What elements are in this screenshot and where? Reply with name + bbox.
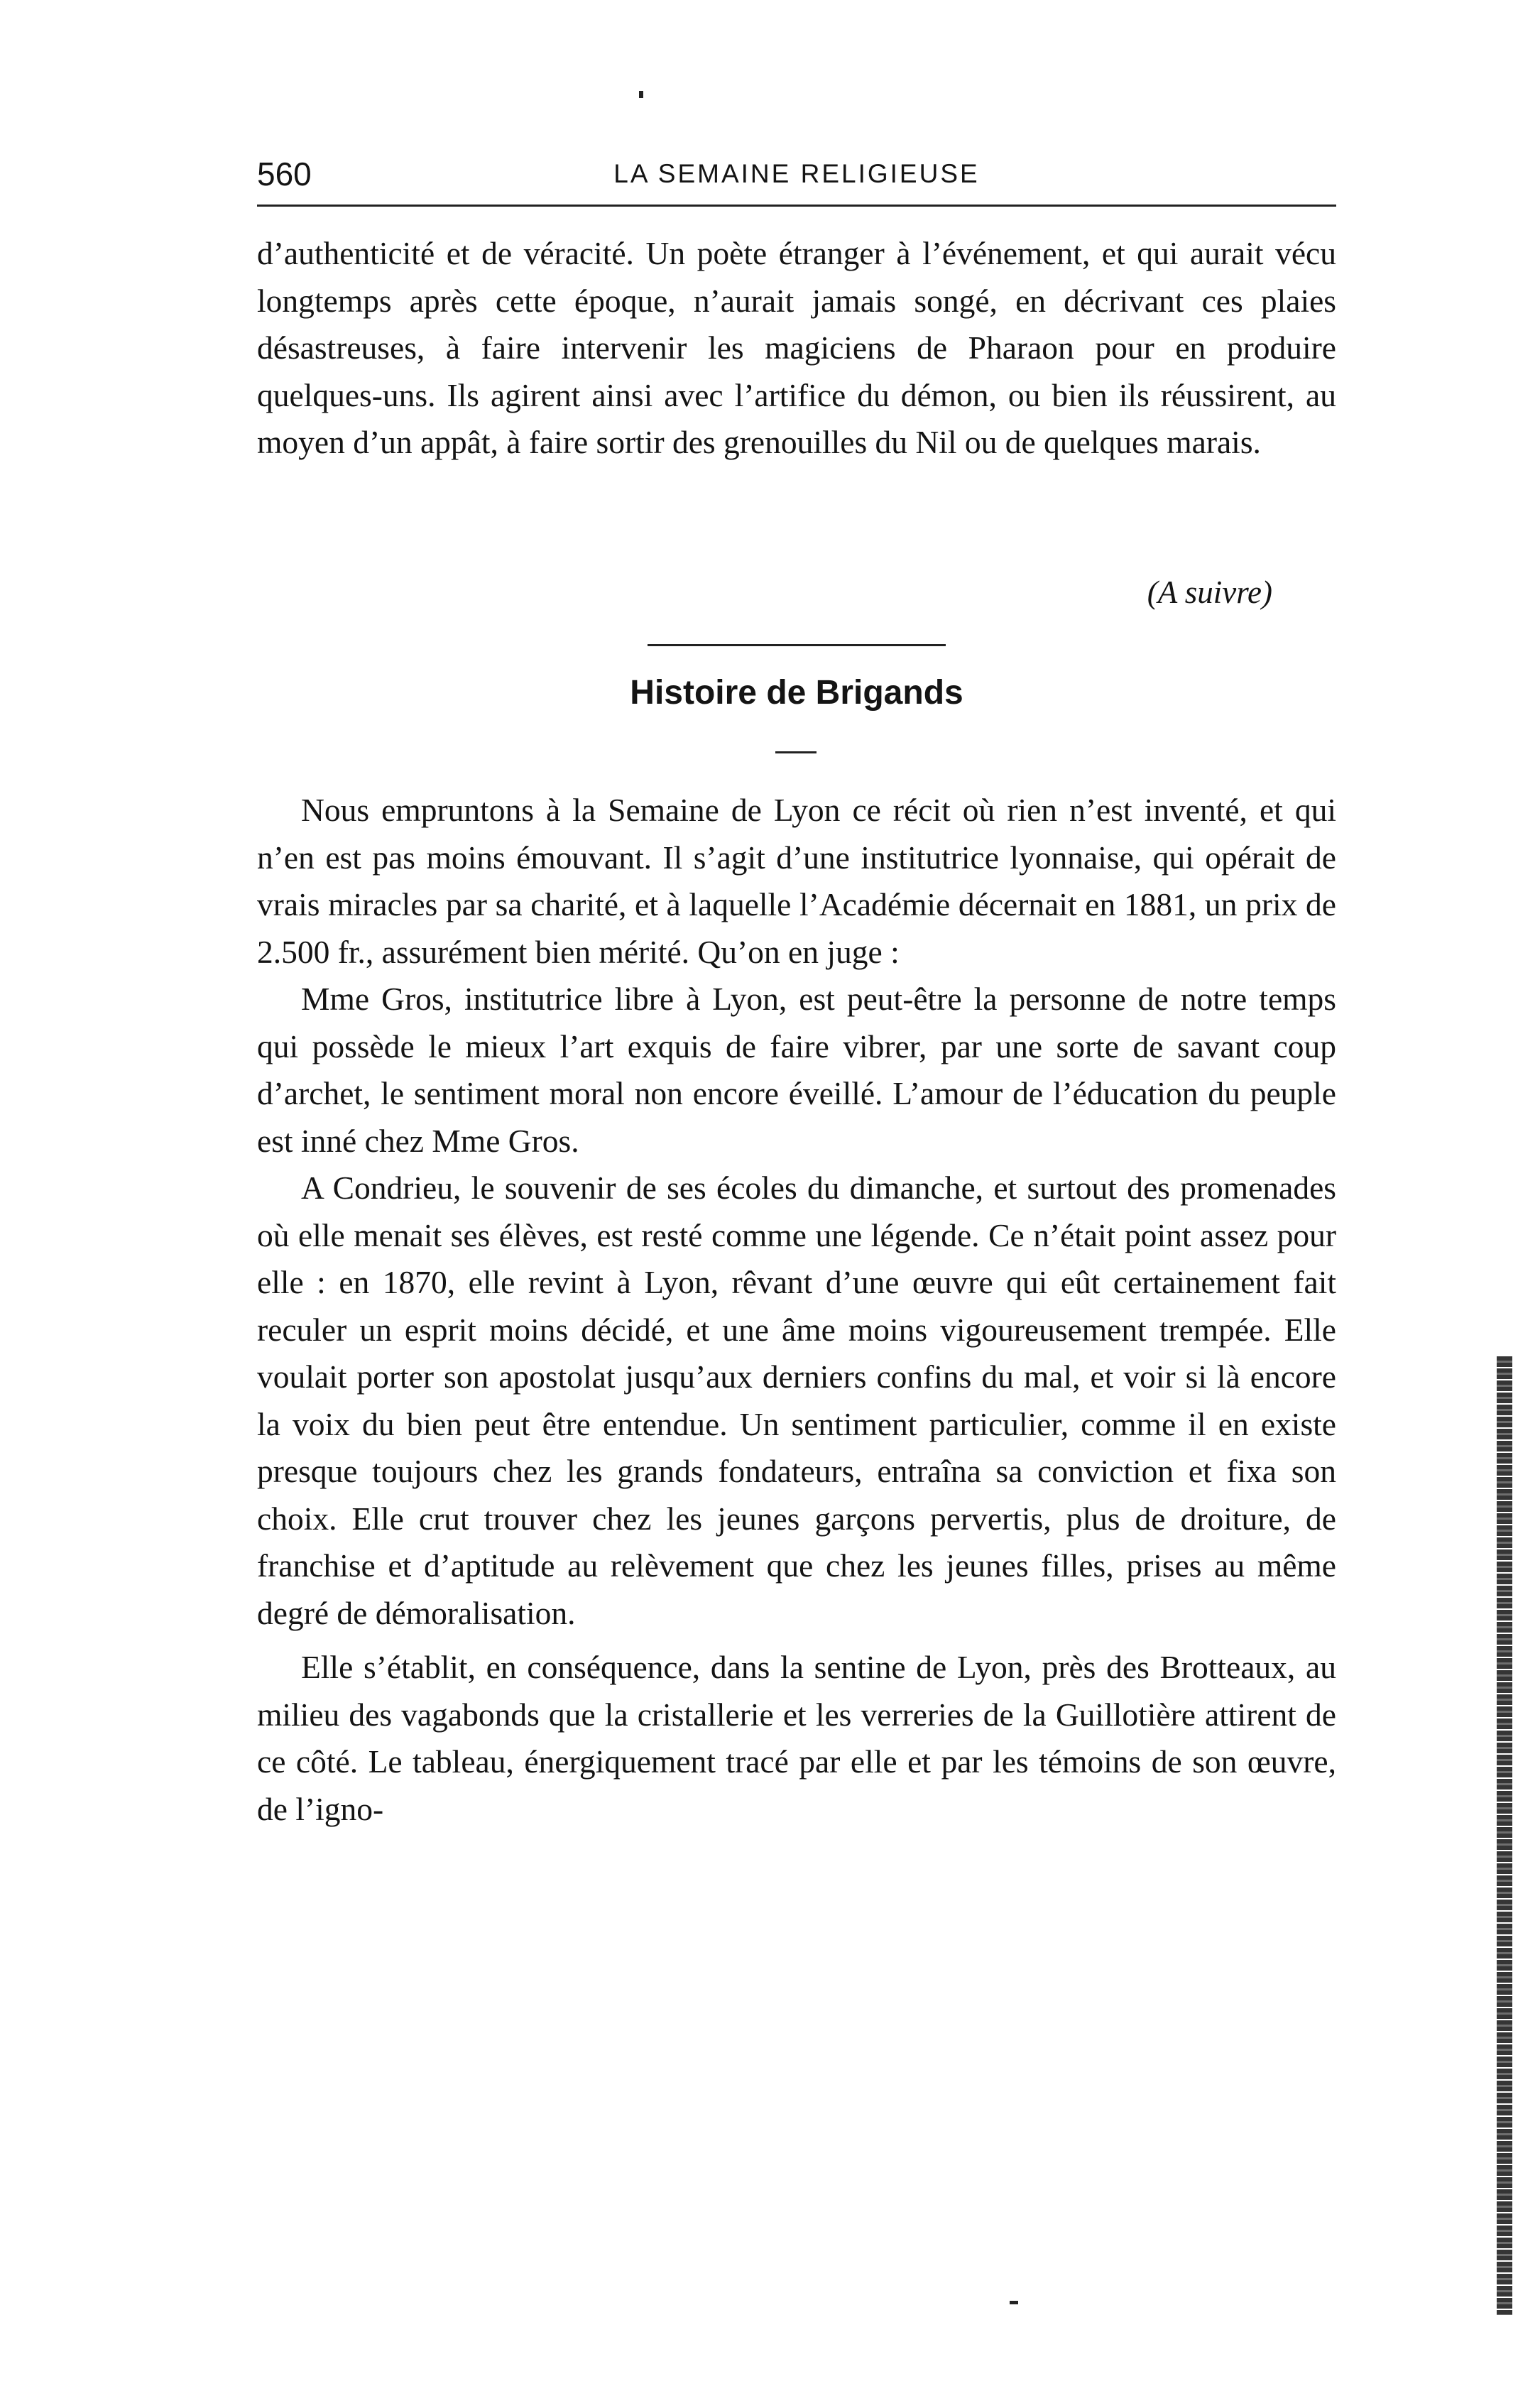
- article-paragraph: Mme Gros, institutrice libre à Lyon, est peut-être la personne de notre temps qui possède le mieux l’art exquis de faire vibrer, par une sorte de savant coup d’archet, le sentiment moral non encore éveillé. L’amour de l’éducation du peuple est inné chez Mme Gros.: [257, 981, 1336, 1159]
- ink-speck: [1010, 2301, 1018, 2304]
- title-dash: [775, 751, 817, 753]
- running-head: [257, 155, 1336, 205]
- article-body: [257, 787, 1336, 1833]
- header-rule: [257, 205, 1336, 207]
- page-number: 560: [257, 156, 312, 192]
- article-paragraph: Elle s’établit, en conséquence, dans la sentine de Lyon, près des Brotteaux, au milieu des vagabonds que la cristallerie et les verreries de la Guillotière attirent de ce côté. Le tableau, énergiquement tracé par elle et par les témoins de son œuvre, de l’igno-: [257, 1649, 1336, 1827]
- previous-article-continuation: [257, 230, 1336, 467]
- continuation-paragraph: d’authenticité et de véracité. Un poète étranger à l’événement, et qui aurait vécu longtemps après cette époque, n’aurait jamais songé, en décrivant ces plaies désastreuses, à faire intervenir les magiciens de Pharaon pour en produire quelques-uns. Ils agirent ainsi avec l’artifice du démon, ou bien ils réussirent, au moyen d’un appât, à faire sortir des grenouilles du Nil ou de quelques marais.: [257, 235, 1336, 460]
- article-paragraph: Nous empruntons à la Semaine de Lyon ce récit où rien n’est inventé, et qui n’en est pas moins émouvant. Il s’agit d’une institutrice lyonnaise, qui opérait de vrais miracles par sa charité, et à laquelle l’Académie décernait en 1881, un prix de 2.500 fr., assurément bien mérité. Qu’on en juge :: [257, 792, 1336, 970]
- article-title: Histoire de Brigands: [630, 674, 963, 712]
- article-paragraph: A Condrieu, le souvenir de ses écoles du dimanche, et surtout des promenades où elle menait ses élèves, est resté comme une légende. Ce n’était point assez pour elle : en 1870, elle revint à Lyon, rêvant d’une œuvre qui eût certainement fait reculer un esprit moins décidé, et une âme moins vigoureusement trempée. Elle voulait porter son apostolat jusqu’aux derniers confins du mal, et voir si là encore la voix du bien peut être entendue. Un sentiment particulier, comme il en existe presque toujours chez les grands fondateurs, entraîna sa conviction et fixa son choix. Elle crut trouver chez les jeunes garçons pervertis, plus de droiture, de franchise et d’aptitude au relèvement que chez les jeunes filles, prises au même degré de démoralisation.: [257, 1170, 1336, 1631]
- journal-title: LA SEMAINE RELIGIEUSE: [613, 159, 980, 188]
- scan-margin-artifact: [1497, 1356, 1512, 2315]
- to-be-continued: (A suivre): [1147, 574, 1272, 610]
- ink-speck: [639, 91, 643, 98]
- section-divider: [648, 644, 946, 646]
